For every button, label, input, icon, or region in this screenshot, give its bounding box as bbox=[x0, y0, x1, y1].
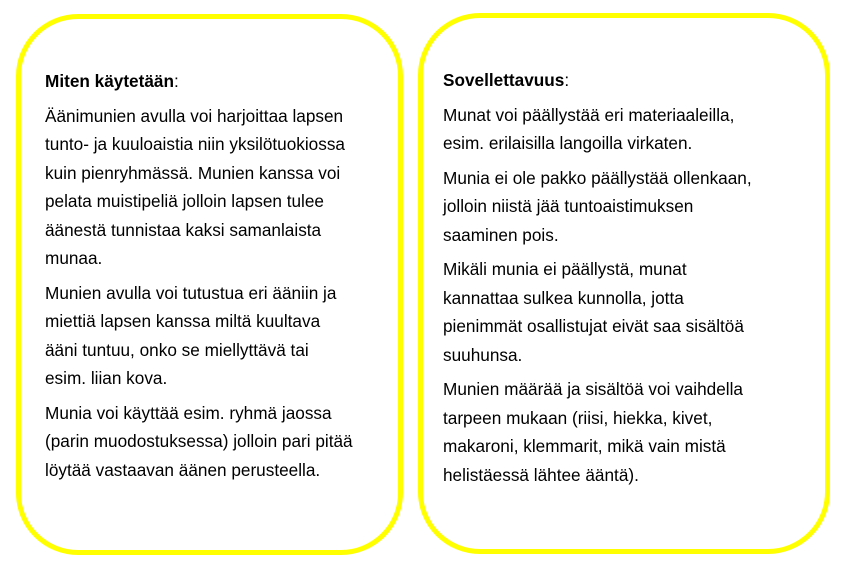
text-line: suuhunsa. bbox=[443, 344, 523, 365]
text-line: makaroni, klemmarit, mikä vain mistä bbox=[443, 436, 726, 456]
applicability-card bbox=[418, 13, 830, 554]
text-line: pelata muistipeliä jolloin lapsen tulee bbox=[45, 191, 324, 211]
text-line: kuin pienryhmässä. Munien kanssa voi bbox=[45, 162, 341, 183]
usage-paragraph-3 bbox=[45, 399, 417, 485]
usage-paragraph-1 bbox=[45, 102, 417, 273]
text-line: Munien määrää ja sisältöä voi vaihdella bbox=[443, 379, 743, 399]
usage-heading bbox=[45, 67, 417, 96]
text-line: äänestä tunnistaa kaksi samanlaista bbox=[45, 219, 322, 240]
applicability-heading-title: Sovellettavuus bbox=[443, 70, 565, 90]
text-line: Munia ei ole pakko päällystää ollenkaan, bbox=[443, 167, 752, 188]
text-line: Äänimunien avulla voi harjoittaa lapsen bbox=[45, 105, 344, 126]
text-line: Munia voi käyttää esim. ryhmä jaossa bbox=[45, 402, 332, 423]
usage-card bbox=[16, 14, 403, 555]
text-line: kannattaa sulkea kunnolla, jotta bbox=[443, 287, 684, 308]
applicability-paragraph-3 bbox=[443, 255, 813, 369]
text-line: saaminen pois. bbox=[443, 224, 559, 245]
text-line: Munat voi päällystää eri materiaaleilla, bbox=[443, 104, 735, 125]
text-line: ääni tuntuu, onko se miellyttävä tai bbox=[45, 339, 309, 360]
applicability-paragraph-4 bbox=[443, 375, 813, 489]
text-line: löytää vastaavan äänen perusteella. bbox=[45, 459, 321, 480]
applicability-paragraph-2 bbox=[443, 164, 813, 250]
applicability-card-content bbox=[443, 66, 813, 495]
text-line: Munien avulla voi tutustua eri ääniin ja bbox=[45, 282, 337, 303]
text-line: (parin muodostuksessa) jolloin pari pitää bbox=[45, 431, 353, 451]
usage-heading-title: Miten käytetään bbox=[45, 71, 174, 91]
text-line: miettiä lapsen kanssa miltä kuultava bbox=[45, 311, 321, 331]
text-line: esim. liian kova. bbox=[45, 368, 168, 388]
applicability-heading-colon: : bbox=[564, 70, 570, 90]
usage-paragraph-2 bbox=[45, 279, 417, 393]
applicability-heading bbox=[443, 66, 813, 95]
text-line: munaa. bbox=[45, 248, 103, 268]
usage-card-content bbox=[45, 67, 417, 490]
text-line: jolloin niistä jää tuntoaistimuksen bbox=[443, 196, 694, 216]
text-line: pienimmät osallistujat eivät saa sisältöä bbox=[443, 316, 744, 336]
text-line: Mikäli munia ei päällystä, munat bbox=[443, 259, 687, 279]
usage-heading-colon: : bbox=[173, 71, 179, 91]
text-line: tunto- ja kuuloaistia niin yksilötuokiossa bbox=[45, 134, 345, 154]
applicability-paragraph-1 bbox=[443, 101, 813, 158]
text-line: tarpeen mukaan (riisi, hiekka, kivet, bbox=[443, 407, 713, 428]
text-line: esim. erilaisilla langoilla virkaten. bbox=[443, 133, 693, 153]
text-line: helistäessä lähtee ääntä). bbox=[443, 464, 639, 485]
